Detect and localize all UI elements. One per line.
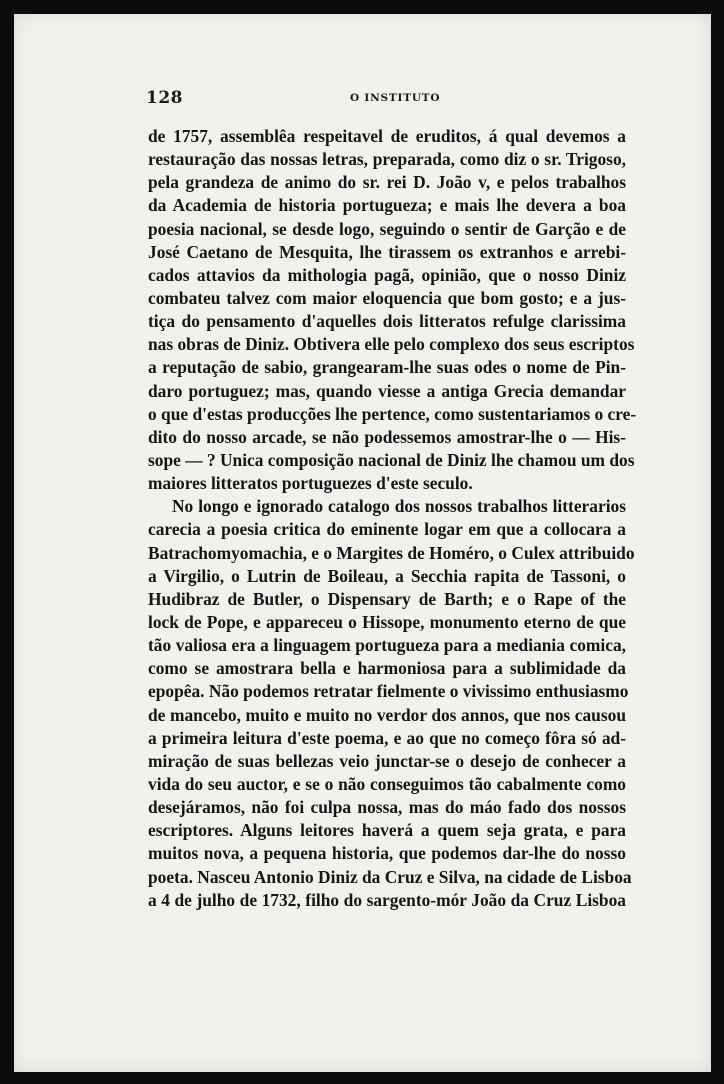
text-line: maiores litteratos portuguezes d'este seculo. (148, 473, 473, 494)
running-title: O INSTITUTO (350, 92, 441, 104)
text-line: José Caetano de Mesquita, lhe tirassem os extranhos e arrebi- (148, 241, 626, 262)
text-line: cados attavios da mithologia pagã, opinião, que o nosso Diniz (148, 264, 626, 285)
text-line: vida do seu auctor, e se o não conseguimos tão cabalmente como (148, 773, 626, 794)
text-line: da Academia de historia portugueza; e mais lhe devera a boa (148, 195, 626, 216)
paragraph (148, 125, 637, 495)
body-text (148, 125, 637, 912)
text-line: pela grandeza de animo do sr. rei D. João v, e pelos trabalhos (148, 172, 626, 193)
text-line: como se amostrara bella e harmoniosa para a sublimidade da (148, 658, 626, 679)
text-line: dito do nosso arcade, se não podessemos amostrar-lhe o — His- (148, 426, 626, 447)
text-line: poesia nacional, se desde logo, seguindo o sentir de Garção e de (148, 218, 626, 239)
text-line: daro portuguez; mas, quando viesse a antiga Grecia demandar (148, 380, 626, 401)
text-line: Hudibraz de Butler, o Dispensary de Barth; e o Rape of the (148, 588, 626, 609)
paragraph (148, 495, 635, 912)
text-line: nas obras de Diniz. Obtivera elle pelo complexo dos seus escriptos (148, 334, 635, 355)
text-line: tiça do pensamento d'aquelles dois litteratos refulge clarissima (148, 311, 626, 332)
text-line: tão valiosa era a linguagem portugueza para a mediania comica, (148, 635, 626, 656)
text-line: epopêa. Não podemos retratar fielmente o vivissimo enthusiasmo (148, 681, 629, 702)
text-line: a reputação de sabio, grangearam-lhe suas odes o nome de Pin- (148, 357, 626, 378)
text-line: No longo e ignorado catalogo dos nossos trabalhos litterarios (172, 496, 626, 517)
page-header (146, 88, 646, 112)
text-line: muitos nova, a pequena historia, que podemos dar-lhe do nosso (148, 843, 626, 864)
text-line: restauração das nossas letras, preparada, como diz o sr. Trigoso, (148, 149, 626, 170)
text-line: desejáramos, não foi culpa nossa, mas do máo fado dos nossos (148, 797, 626, 818)
text-line: sope — ? Unica composição nacional de Diniz lhe chamou um dos (148, 449, 635, 470)
text-line: combateu talvez com maior eloquencia que bom gosto; e a jus- (148, 287, 626, 308)
text-line: a Virgilio, o Lutrin de Boileau, a Secchia rapita de Tassoni, o (148, 565, 626, 586)
text-line: lock de Pope, e appareceu o Hissope, monumento eterno de que (148, 611, 626, 632)
text-line: a primeira leitura d'este poema, e ao que no começo fôra só ad- (148, 727, 626, 748)
text-line: de mancebo, muito e muito no verdor dos annos, que nos causou (148, 704, 626, 725)
text-line: a 4 de julho de 1732, filho do sargento-mór João da Cruz Lisboa (148, 889, 626, 910)
text-line: poeta. Nasceu Antonio Diniz da Cruz e Silva, na cidade de Lisboa (148, 866, 632, 887)
text-line: o que d'estas producções lhe pertence, como sustentariamos o cre- (148, 403, 637, 424)
text-line: de 1757, assemblêa respeitavel de eruditos, á qual devemos a (148, 126, 626, 146)
text-line: escriptores. Alguns leitores haverá a quem seja grata, e para (148, 820, 626, 841)
text-line: miração de suas bellezas veio junctar-se o desejo de conhecer a (148, 750, 626, 771)
text-line: Batrachomyomachia, e o Margites de Homéro, o Culex attribuido (148, 542, 635, 563)
page-number: 128 (146, 88, 183, 108)
text-line: carecia a poesia critica do eminente logar em que a collocara a (148, 519, 626, 540)
